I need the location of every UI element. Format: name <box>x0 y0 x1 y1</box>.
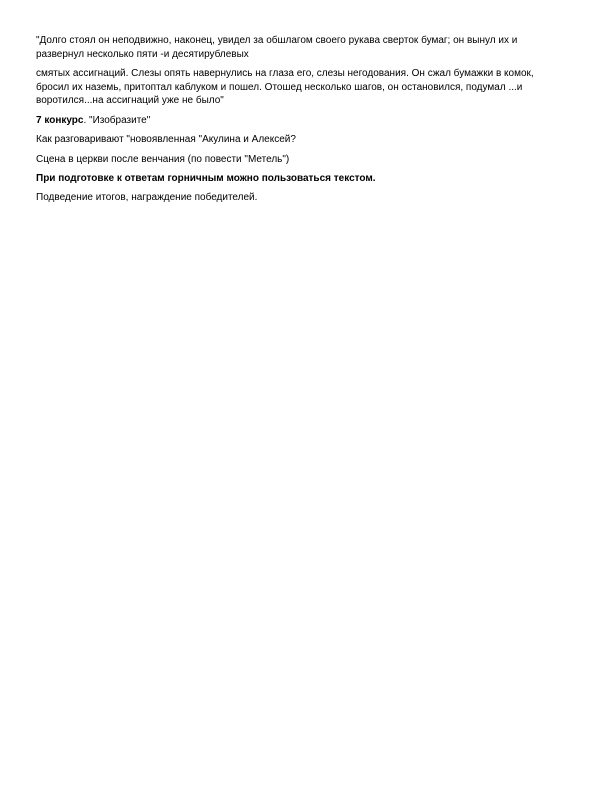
quote-paragraph-2 <box>36 67 581 108</box>
preparation-note: При подготовке к ответам горничным можно пользоваться текстом. <box>36 173 376 184</box>
task-item: Как разговаривают "новоявленная "Акулина и Алексей? <box>36 134 296 145</box>
closing-line: Подведение итогов, награждение победителей. <box>36 192 258 203</box>
contest-title: . "Изобразите" <box>83 115 151 126</box>
quote-line: воротился...на ассигнаций уже не было" <box>36 95 224 106</box>
task-item: Сцена в церкви после венчания (по повести "Метель") <box>36 154 290 165</box>
contest-heading <box>36 114 581 128</box>
quote-line: "Долго стоял он неподвижно, наконец, увидел за обшлагом своего рукава сверток бумаг; он вынул их и <box>36 35 518 46</box>
quote-line: смятых ассигнаций. Слезы опять навернулись на глаза его, слезы негодования. Он сжал бумажки в комок, <box>36 68 534 79</box>
quote-line: бросил их наземь, притоптал каблуком и пошел. Отошед несколько шагов, он остановился, подумал ...и <box>36 81 523 93</box>
quote-paragraph-1 <box>36 34 581 61</box>
quote-line: развернул несколько пяти -и десятирублевых <box>36 48 249 60</box>
contest-number: 7 конкурс <box>36 115 84 126</box>
